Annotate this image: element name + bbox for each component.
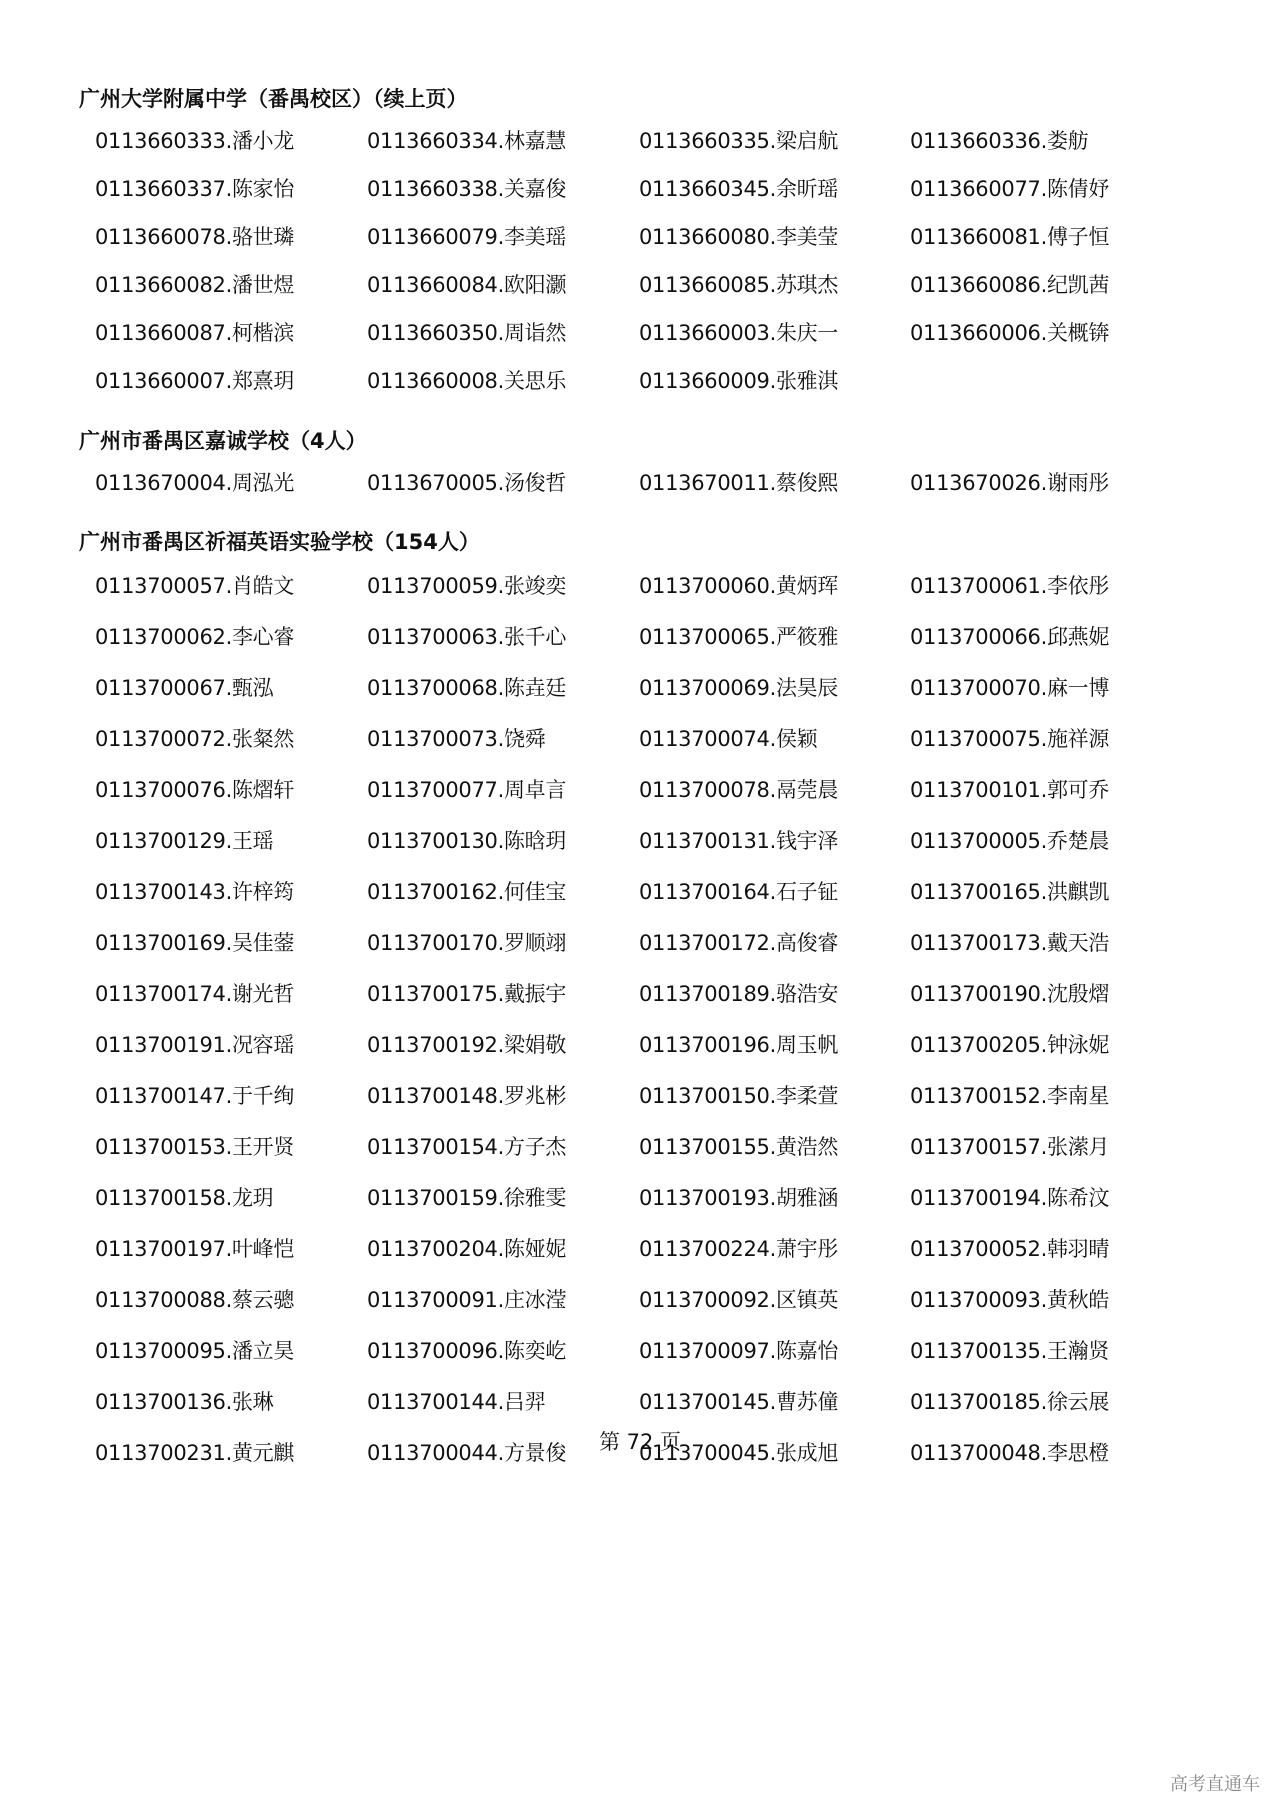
list-row — [0, 821, 1280, 861]
student-entry: 0113700185.徐云展 — [910, 1390, 1110, 1414]
student-entry: 0113660085.苏琪杰 — [639, 273, 839, 297]
student-entry: 0113660087.柯楷滨 — [95, 321, 295, 345]
student-entry: 0113700231.黄元麒 — [95, 1441, 295, 1465]
student-entry: 0113700044.方景俊 — [367, 1441, 567, 1465]
student-entry: 0113700150.李柔萱 — [639, 1084, 839, 1108]
student-entry: 0113700060.黄炳珲 — [639, 574, 839, 598]
student-entry: 0113700172.高俊睿 — [639, 931, 839, 955]
student-entry: 0113700165.洪麒凯 — [910, 880, 1110, 904]
watermark: 高考直通车 — [1170, 1774, 1260, 1795]
student-entry: 0113700062.李心睿 — [95, 625, 295, 649]
student-entry: 0113700131.钱宇泽 — [639, 829, 839, 853]
list-row — [0, 872, 1280, 912]
list-row — [0, 1280, 1280, 1320]
list-row — [0, 923, 1280, 963]
list-row — [0, 1331, 1280, 1371]
student-entry: 0113700144.吕羿 — [367, 1390, 546, 1414]
student-entry: 0113660338.关嘉俊 — [367, 177, 567, 201]
student-entry: 0113700091.庄冰滢 — [367, 1288, 567, 1312]
student-entry: 0113670005.汤俊哲 — [367, 471, 567, 495]
student-entry: 0113700194.陈希汶 — [910, 1186, 1110, 1210]
student-entry: 0113660335.梁启航 — [639, 129, 839, 153]
student-entry: 0113700205.钟泳妮 — [910, 1033, 1110, 1057]
student-entry: 0113700096.陈奕屹 — [367, 1339, 567, 1363]
student-entry: 0113700192.梁娟敬 — [367, 1033, 567, 1057]
student-entry: 0113700073.饶舜 — [367, 727, 546, 751]
student-entry: 0113700173.戴天浩 — [910, 931, 1110, 955]
student-entry: 0113700061.李依彤 — [910, 574, 1110, 598]
section-heading: 广州大学附属中学（番禺校区）（续上页） — [79, 87, 468, 111]
student-entry: 0113700063.张千心 — [367, 625, 567, 649]
student-entry: 0113700077.周卓言 — [367, 778, 567, 802]
section-heading: 广州市番禺区祈福英语实验学校（154人） — [79, 530, 480, 554]
student-entry: 0113700153.王开贤 — [95, 1135, 295, 1159]
student-entry: 0113700136.张琳 — [95, 1390, 274, 1414]
student-entry: 0113700190.沈殷熠 — [910, 982, 1110, 1006]
student-entry: 0113700158.龙玥 — [95, 1186, 274, 1210]
student-entry: 0113700059.张竣奕 — [367, 574, 567, 598]
student-entry: 0113700097.陈嘉怡 — [639, 1339, 839, 1363]
list-row — [0, 1382, 1280, 1422]
list-row — [0, 265, 1280, 305]
student-entry: 0113660084.欧阳灏 — [367, 273, 567, 297]
list-row — [0, 1025, 1280, 1065]
student-entry: 0113660350.周诣然 — [367, 321, 567, 345]
student-entry: 0113700224.萧宇彤 — [639, 1237, 839, 1261]
student-entry: 0113700143.许梓筠 — [95, 880, 295, 904]
student-entry: 0113700078.鬲莞晨 — [639, 778, 839, 802]
student-entry: 0113700159.徐雅雯 — [367, 1186, 567, 1210]
student-entry: 0113700135.王瀚贤 — [910, 1339, 1110, 1363]
student-entry: 0113660086.纪凯茜 — [910, 273, 1110, 297]
student-entry: 0113700145.曹苏僮 — [639, 1390, 839, 1414]
student-entry: 0113700068.陈垚廷 — [367, 676, 567, 700]
list-row — [0, 169, 1280, 209]
list-row — [0, 313, 1280, 353]
student-entry: 0113700157.张潆月 — [910, 1135, 1110, 1159]
student-entry: 0113660078.骆世璘 — [95, 225, 295, 249]
student-entry: 0113700076.陈熠轩 — [95, 778, 295, 802]
student-entry: 0113700074.侯颖 — [639, 727, 818, 751]
student-entry: 0113700162.何佳宝 — [367, 880, 567, 904]
list-row — [0, 1127, 1280, 1167]
student-entry: 0113700170.罗顺翊 — [367, 931, 567, 955]
student-entry: 0113700191.况容瑶 — [95, 1033, 295, 1057]
student-entry: 0113700092.区镇英 — [639, 1288, 839, 1312]
page-number: 第 72 页 — [598, 1430, 682, 1454]
student-entry: 0113700070.麻一博 — [910, 676, 1110, 700]
list-row — [0, 1076, 1280, 1116]
student-entry: 0113700155.黄浩然 — [639, 1135, 839, 1159]
student-entry: 0113700072.张粲然 — [95, 727, 295, 751]
student-entry: 0113700093.黄秋皓 — [910, 1288, 1110, 1312]
list-row — [0, 463, 1280, 503]
list-row — [0, 1178, 1280, 1218]
student-entry: 0113660337.陈家怡 — [95, 177, 295, 201]
list-row — [0, 566, 1280, 606]
list-row — [0, 668, 1280, 708]
student-entry: 0113700154.方子杰 — [367, 1135, 567, 1159]
student-entry: 0113660336.娄舫 — [910, 129, 1089, 153]
student-entry: 0113700164.石子钲 — [639, 880, 839, 904]
student-entry: 0113700095.潘立昊 — [95, 1339, 295, 1363]
student-entry: 0113700130.陈晗玥 — [367, 829, 567, 853]
student-entry: 0113700129.王瑶 — [95, 829, 274, 853]
list-row — [0, 719, 1280, 759]
student-entry: 0113700052.韩羽晴 — [910, 1237, 1110, 1261]
student-entry: 0113700197.叶峰恺 — [95, 1237, 295, 1261]
list-row — [0, 617, 1280, 657]
student-entry: 0113670026.谢雨彤 — [910, 471, 1110, 495]
student-entry: 0113700169.吴佳蓥 — [95, 931, 295, 955]
student-entry: 0113700057.肖皓文 — [95, 574, 295, 598]
list-row — [0, 361, 1280, 401]
list-row — [0, 1229, 1280, 1269]
student-entry: 0113700148.罗兆彬 — [367, 1084, 567, 1108]
list-row — [0, 974, 1280, 1014]
student-entry: 0113700005.乔楚晨 — [910, 829, 1110, 853]
list-row — [0, 770, 1280, 810]
student-entry: 0113700048.李思橙 — [910, 1441, 1110, 1465]
student-entry: 0113700101.郭可乔 — [910, 778, 1110, 802]
student-entry: 0113700174.谢光哲 — [95, 982, 295, 1006]
student-entry: 0113700045.张成旭 — [639, 1441, 839, 1465]
student-entry: 0113700067.甄泓 — [95, 676, 274, 700]
student-entry: 0113700204.陈娅妮 — [367, 1237, 567, 1261]
list-row — [0, 217, 1280, 257]
student-entry: 0113700069.法昊辰 — [639, 676, 839, 700]
student-entry: 0113660345.余昕瑶 — [639, 177, 839, 201]
student-entry: 0113700175.戴振宇 — [367, 982, 567, 1006]
student-entry: 0113660008.关思乐 — [367, 369, 567, 393]
student-entry: 0113700088.蔡云骢 — [95, 1288, 295, 1312]
student-entry: 0113700193.胡雅涵 — [639, 1186, 839, 1210]
student-entry: 0113660081.傅子恒 — [910, 225, 1110, 249]
student-entry: 0113670004.周泓光 — [95, 471, 295, 495]
student-entry: 0113660077.陈倩妤 — [910, 177, 1110, 201]
student-entry: 0113700147.于千绚 — [95, 1084, 295, 1108]
student-entry: 0113670011.蔡俊熙 — [639, 471, 839, 495]
student-entry: 0113660003.朱庆一 — [639, 321, 839, 345]
student-entry: 0113660006.关概锛 — [910, 321, 1110, 345]
student-entry: 0113700066.邱燕妮 — [910, 625, 1110, 649]
student-entry: 0113660333.潘小龙 — [95, 129, 295, 153]
section-heading: 广州市番禺区嘉诚学校（4人） — [79, 429, 367, 453]
student-entry: 0113700189.骆浩安 — [639, 982, 839, 1006]
student-entry: 0113700065.严筱雅 — [639, 625, 839, 649]
student-entry: 0113700075.施祥源 — [910, 727, 1110, 751]
student-entry: 0113660082.潘世煜 — [95, 273, 295, 297]
student-entry: 0113660007.郑熹玥 — [95, 369, 295, 393]
list-row — [0, 121, 1280, 161]
student-entry: 0113700152.李南星 — [910, 1084, 1110, 1108]
student-entry: 0113660079.李美瑶 — [367, 225, 567, 249]
student-entry: 0113660080.李美莹 — [639, 225, 839, 249]
student-entry: 0113660009.张雅淇 — [639, 369, 839, 393]
student-entry: 0113660334.林嘉慧 — [367, 129, 567, 153]
student-entry: 0113700196.周玉帆 — [639, 1033, 839, 1057]
